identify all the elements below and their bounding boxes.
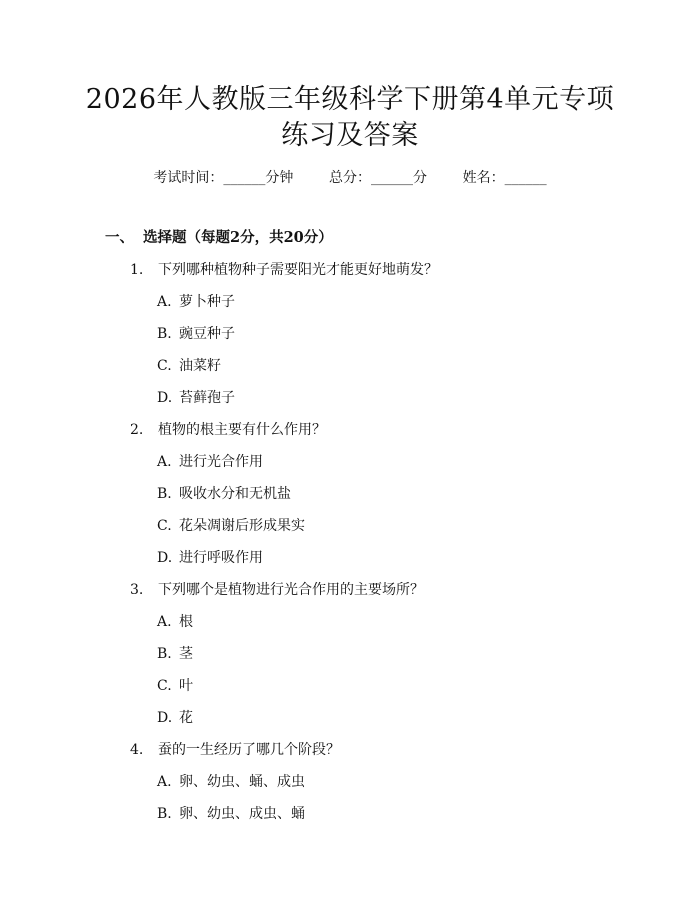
option-letter: C. [157, 518, 172, 534]
option-letter: A. [157, 454, 172, 470]
section-title: 选择题（每题2分，共20分） [143, 229, 333, 246]
question-4-option-b [157, 804, 305, 824]
option-text: 进行光合作用 [179, 454, 263, 470]
name-label: 姓名： [462, 170, 505, 186]
question-3 [130, 580, 424, 600]
question-2-option-a [157, 452, 263, 472]
option-text: 茎 [179, 646, 193, 662]
question-2-option-c [157, 516, 305, 536]
question-3-option-d [157, 708, 193, 728]
option-text: 叶 [179, 678, 193, 694]
section-heading [105, 228, 333, 248]
time-unit: 分钟 [265, 170, 294, 186]
question-text: 下列哪种植物种子需要阳光才能更好地萌发？ [158, 262, 438, 278]
question-3-option-a [157, 612, 193, 632]
option-letter: D. [157, 550, 173, 566]
option-letter: D. [157, 390, 173, 406]
option-letter: D. [157, 710, 173, 726]
score-unit: 分 [413, 170, 427, 186]
option-letter: B. [157, 646, 172, 662]
option-letter: A. [157, 774, 172, 790]
question-4-option-a [157, 772, 305, 792]
option-text: 根 [179, 614, 193, 630]
question-1-option-a [157, 292, 235, 312]
option-text: 花朵凋谢后形成果实 [179, 518, 305, 534]
question-number: 2. [130, 422, 144, 438]
question-number: 4. [130, 742, 144, 758]
option-letter: B. [157, 486, 172, 502]
option-text: 苔藓孢子 [179, 390, 235, 406]
question-text: 蚕的一生经历了哪几个阶段？ [158, 742, 340, 758]
score-blank: ______ [371, 170, 413, 186]
option-text: 吸收水分和无机盐 [179, 486, 291, 502]
time-blank: ______ [223, 170, 266, 186]
question-text: 植物的根主要有什么作用？ [158, 422, 326, 438]
question-1-option-d [157, 388, 235, 408]
option-text: 卵、幼虫、成虫、蛹 [179, 806, 305, 822]
question-1 [130, 260, 438, 280]
option-letter: A. [157, 614, 172, 630]
question-number: 3. [130, 582, 144, 598]
question-4 [130, 740, 340, 760]
option-text: 进行呼吸作用 [179, 550, 263, 566]
option-letter: A. [157, 294, 172, 310]
option-text: 卵、幼虫、蛹、成虫 [179, 774, 305, 790]
question-2-option-b [157, 484, 291, 504]
question-3-option-c [157, 676, 193, 696]
time-label: 考试时间： [153, 170, 224, 186]
exam-info [0, 168, 700, 188]
question-2 [130, 420, 326, 440]
option-letter: B. [157, 806, 172, 822]
question-number: 1. [130, 262, 144, 278]
question-1-option-c [157, 356, 221, 376]
section-number: 一、 [105, 229, 134, 246]
page-title-line-2: 练习及答案 [281, 120, 419, 151]
question-2-option-d [157, 548, 263, 568]
option-text: 豌豆种子 [179, 326, 235, 342]
option-text: 萝卜种子 [179, 294, 235, 310]
name-blank: ______ [504, 170, 547, 186]
option-letter: C. [157, 678, 172, 694]
page-title-line-1: 2026年人教版三年级科学下册第4单元专项 [85, 84, 615, 115]
score-label: 总分： [329, 170, 371, 186]
option-text: 油菜籽 [179, 358, 221, 374]
option-letter: C. [157, 358, 172, 374]
question-text: 下列哪个是植物进行光合作用的主要场所？ [158, 582, 424, 598]
question-1-option-b [157, 324, 235, 344]
question-3-option-b [157, 644, 193, 664]
option-text: 花 [179, 710, 193, 726]
option-letter: B. [157, 326, 172, 342]
